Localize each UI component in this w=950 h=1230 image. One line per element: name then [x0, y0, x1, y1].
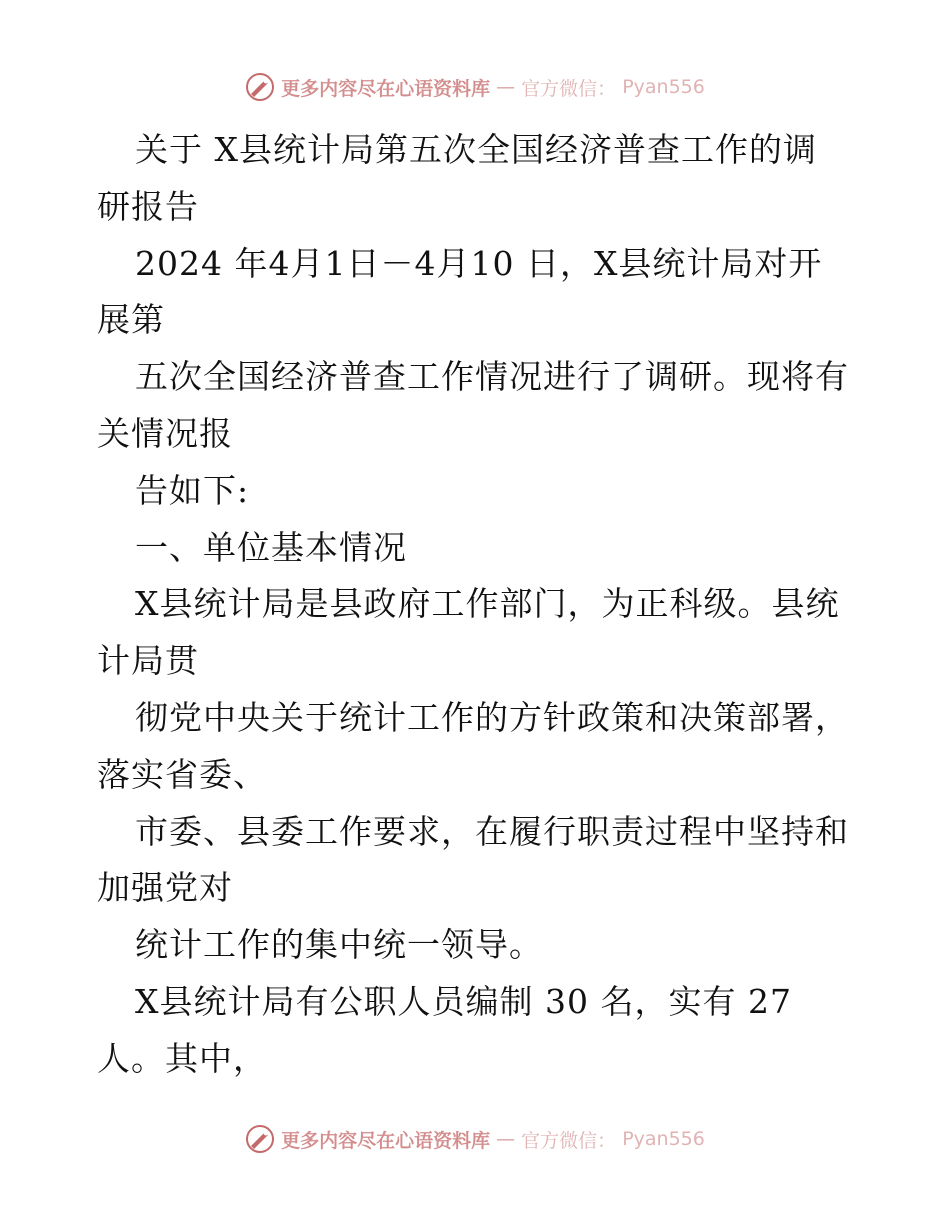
text-line: 告如下: [135, 470, 250, 510]
text-line: 研报告 [97, 186, 199, 226]
watermark-wechat-label: 官方微信： [521, 1129, 617, 1152]
footer-watermark [0, 1124, 950, 1154]
text-line: 关情况报 [97, 413, 233, 453]
header-watermark [0, 72, 950, 102]
watermark-dash: — [496, 76, 516, 98]
watermark-brand: 更多内容尽在心语资料库 [281, 1129, 491, 1152]
watermark-brand: 更多内容尽在心语资料库 [281, 77, 491, 100]
text-line: X县统计局是县政府工作部门，为正科级。县统 [135, 584, 840, 624]
watermark-wechat-id: Pyan556 [622, 1128, 705, 1150]
text-line: 展第 [97, 300, 165, 340]
text-line: 2024 年4月1日－4月10 日，X县统计局对开 [135, 243, 823, 283]
text-line: 五次全国经济普查工作情况进行了调研。现将有 [135, 357, 849, 397]
text-line: 计局贯 [97, 641, 199, 681]
text-line: 彻党中央关于统计工作的方针政策和决策部署， [135, 697, 849, 737]
pen-logo-icon [245, 1124, 275, 1154]
text-line: 人。其中， [97, 1038, 267, 1078]
text-line: 一、单位基本情况 [135, 527, 407, 567]
text-line: 市委、县委工作要求，在履行职责过程中坚持和 [135, 811, 849, 851]
watermark-wechat-id: Pyan556 [622, 76, 705, 98]
text-line: X县统计局有公职人员编制 30 名，实有 27 [135, 981, 792, 1021]
pen-logo-icon [245, 72, 275, 102]
watermark-dash: — [496, 1128, 516, 1150]
text-line: 关于 X县统计局第五次全国经济普查工作的调 [135, 130, 817, 169]
text-line: 统计工作的集中统一领导。 [135, 925, 543, 965]
watermark-wechat-label: 官方微信： [521, 77, 617, 100]
text-line: 加强党对 [97, 868, 233, 908]
text-line: 落实省委、 [97, 754, 267, 794]
document-body [97, 122, 857, 1088]
